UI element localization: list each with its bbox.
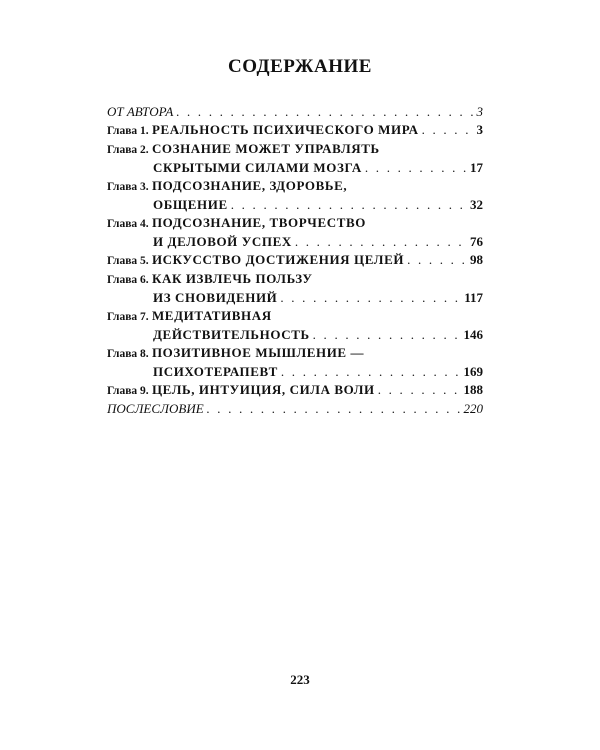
table-of-contents (107, 103, 483, 418)
chapter-title: ПОДСОЗНАНИЕ, ЗДОРОВЬЕ, (151, 178, 348, 193)
toc-entry (107, 121, 483, 140)
chapter-title: ПСИХОТЕРАПЕВТ (153, 364, 278, 379)
chapter-prefix: Глава 8. (107, 348, 149, 360)
toc-line (107, 177, 483, 196)
toc-line (107, 344, 483, 363)
toc-label (107, 177, 347, 196)
toc-line (107, 381, 483, 400)
toc-page-number: 76 (470, 234, 483, 249)
toc-label (107, 103, 173, 121)
chapter-prefix: Глава 9. (107, 385, 149, 397)
toc-label (153, 326, 310, 344)
dot-leader (173, 103, 476, 121)
toc-entry (107, 344, 483, 381)
dot-leader (404, 251, 470, 269)
toc-line (107, 307, 483, 326)
dot-leader (204, 400, 464, 418)
chapter-title: СКРЫТЫМИ СИЛАМИ МОЗГА (153, 160, 362, 175)
chapter-title: ИЗ СНОВИДЕНИЙ (153, 290, 278, 305)
chapter-title: ОБЩЕНИЕ (153, 197, 228, 212)
toc-page-number: 220 (463, 401, 483, 416)
dot-leader (362, 159, 470, 177)
toc-page-number: 98 (470, 252, 483, 267)
toc-page-number: 169 (463, 364, 483, 379)
page-number: 223 (290, 672, 310, 687)
toc-entry (107, 140, 483, 177)
toc-label (153, 233, 292, 251)
toc-page-number: 188 (463, 382, 483, 397)
toc-label (107, 121, 419, 140)
toc-page-number: 3 (476, 104, 483, 119)
chapter-prefix: Глава 7. (107, 311, 149, 323)
dot-leader (278, 363, 464, 381)
chapter-title: ИСКУССТВО ДОСТИЖЕНИЯ ЦЕЛЕЙ (151, 252, 405, 267)
toc-label (153, 289, 277, 307)
toc-page-number: 17 (470, 160, 483, 175)
toc-line (107, 326, 483, 344)
toc-label (107, 270, 313, 289)
toc-label (107, 140, 380, 159)
chapter-title: КАК ИЗВЛЕЧЬ ПОЛЬЗУ (151, 271, 313, 286)
chapter-prefix: Глава 3. (107, 181, 149, 193)
toc-label (153, 159, 362, 177)
chapter-title: ОТ АВТОРА (107, 104, 174, 119)
chapter-title: И ДЕЛОВОЙ УСПЕХ (153, 234, 292, 249)
toc-page-number: 117 (464, 290, 483, 305)
dot-leader (375, 381, 464, 399)
dot-leader (310, 326, 464, 344)
toc-entry (107, 381, 483, 400)
toc-line (107, 103, 483, 121)
toc-label (107, 214, 366, 233)
toc-line (107, 400, 483, 418)
toc-label (107, 344, 364, 363)
chapter-title: ПОЗИТИВНОЕ МЫШЛЕНИЕ — (151, 345, 365, 360)
toc-label (107, 400, 204, 418)
toc-line (107, 251, 483, 270)
chapter-title: ПОСЛЕСЛОВИЕ (107, 401, 204, 416)
dot-leader (419, 121, 477, 139)
toc-line (107, 140, 483, 159)
chapter-title: ДЕЙСТВИТЕЛЬНОСТЬ (153, 327, 310, 342)
toc-label (107, 251, 404, 270)
toc-page-number: 146 (463, 327, 483, 342)
toc-line (107, 196, 483, 214)
toc-entry (107, 103, 483, 121)
chapter-prefix: Глава 5. (107, 255, 149, 267)
toc-line (107, 289, 483, 307)
toc-entry (107, 251, 483, 270)
chapter-title: СОЗНАНИЕ МОЖЕТ УПРАВЛЯТЬ (151, 141, 380, 156)
dot-leader (228, 196, 470, 214)
toc-page-number: 32 (470, 197, 483, 212)
toc-line (107, 159, 483, 177)
chapter-title: РЕАЛЬНОСТЬ ПСИХИЧЕСКОГО МИРА (151, 122, 419, 137)
toc-heading: СОДЕРЖАНИЕ (228, 56, 372, 77)
chapter-prefix: Глава 2. (107, 144, 149, 156)
dot-leader (292, 233, 470, 251)
chapter-title: ПОДСОЗНАНИЕ, ТВОРЧЕСТВО (151, 215, 366, 230)
toc-entry (107, 177, 483, 214)
chapter-prefix: Глава 1. (107, 125, 149, 137)
toc-label (153, 196, 228, 214)
toc-line (107, 121, 483, 140)
toc-entry (107, 270, 483, 307)
chapter-title: МЕДИТАТИВНАЯ (151, 308, 272, 323)
chapter-prefix: Глава 6. (107, 274, 149, 286)
toc-entry (107, 214, 483, 251)
toc-label (153, 363, 278, 381)
toc-entry (107, 307, 483, 344)
toc-line (107, 233, 483, 251)
toc-line (107, 363, 483, 381)
chapter-title: ЦЕЛЬ, ИНТУИЦИЯ, СИЛА ВОЛИ (151, 382, 375, 397)
chapter-prefix: Глава 4. (107, 218, 149, 230)
toc-label (107, 307, 272, 326)
dot-leader (277, 289, 464, 307)
toc-line (107, 270, 483, 289)
toc-line (107, 214, 483, 233)
toc-page-number: 3 (476, 122, 483, 137)
toc-entry (107, 400, 483, 418)
toc-label (107, 381, 375, 400)
